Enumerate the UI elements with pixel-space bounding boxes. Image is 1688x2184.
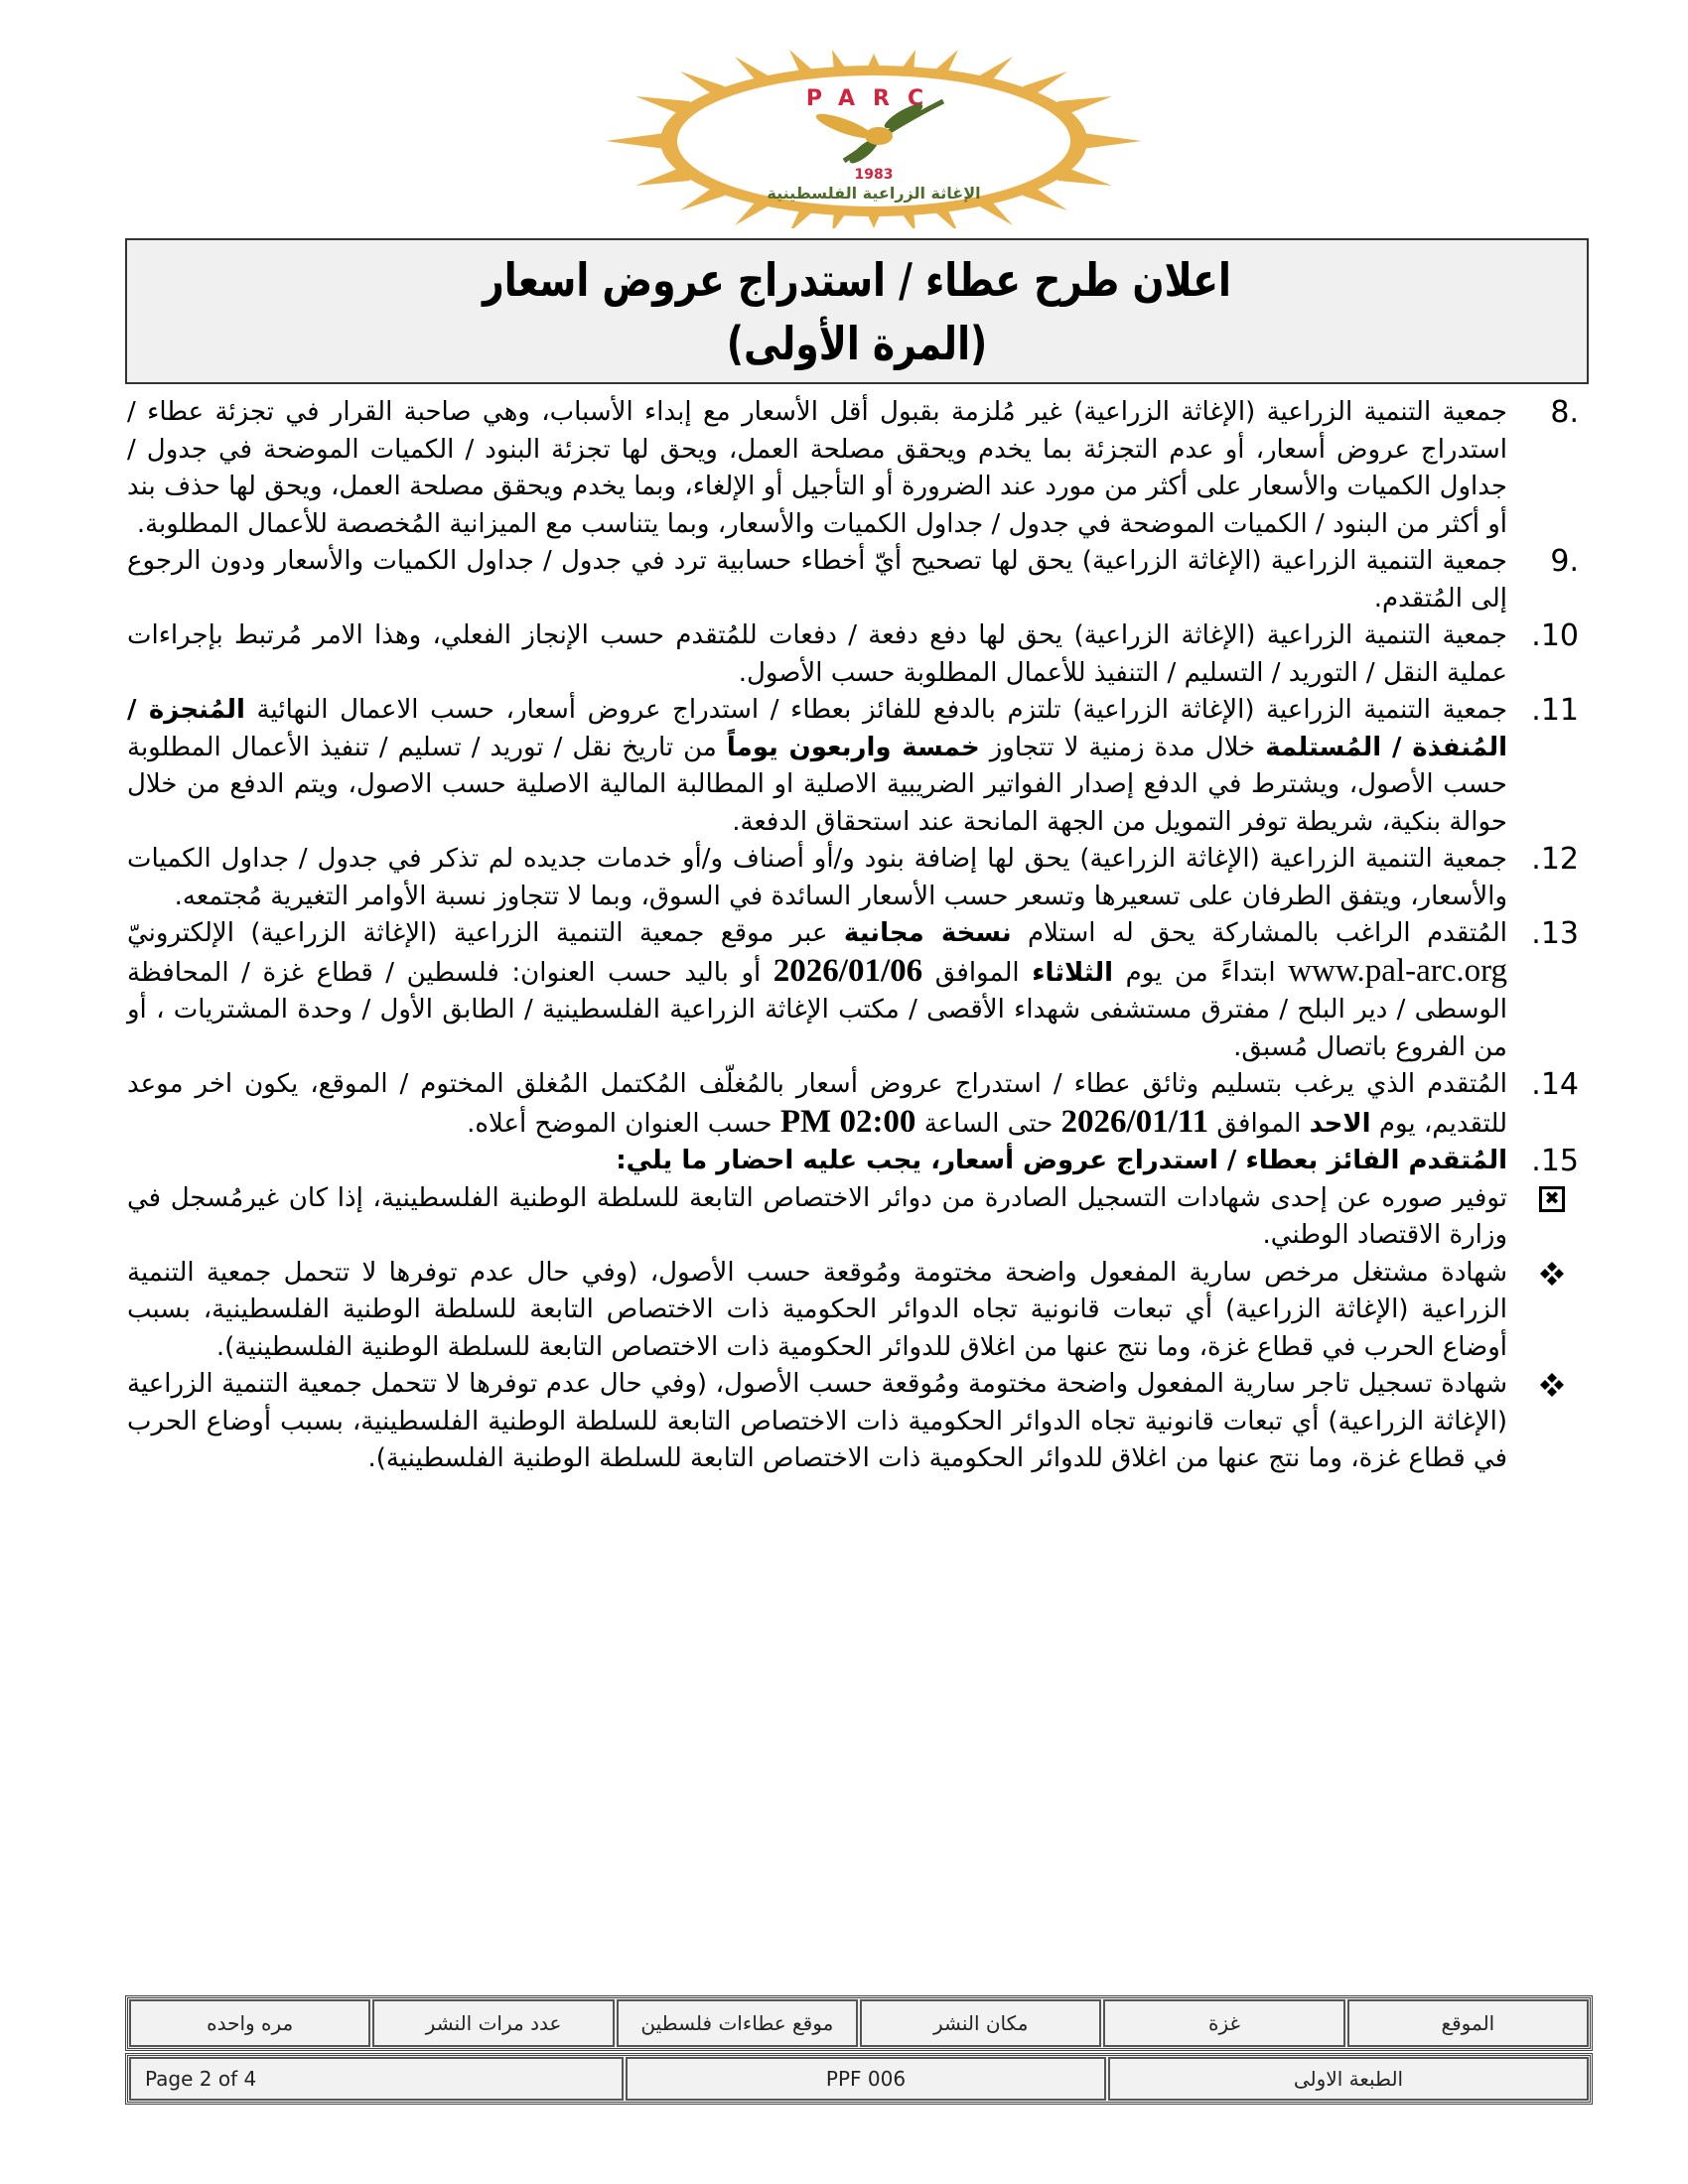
location-value: غزة [1103, 1999, 1344, 2047]
publish-place-value: موقع عطاءات فلسطين [617, 1999, 858, 2047]
item-text: المُتقدم الراغب بالمشاركة يحق له استلام [1028, 918, 1507, 948]
bullet-text: شهادة مشتغل مرخص سارية المفعول واضحة مختومة ومُوقعة حسب الأصول، (وفي حال عدم توفرها لا تتحمل جمعية التنمية الزراعية (الإغاثة الزراعية) أي تبعات قانونية تجاه الدوائر الحكومية ذات الاختصاص التابعة للسلطة الوطنية الفلسطينية، بسبب أوضاع الحرب في قطاع غزة، وما نتج عنها من اغلاق للدوائر الحكومية ذات الاختصاص التابعة للسلطة الوطنية الفلسطينية). [127, 1257, 1507, 1362]
item-text: حتى الساعة [923, 1108, 1054, 1139]
item-number: 9. [1550, 544, 1579, 579]
parc-logo [596, 50, 1152, 228]
item-text: جمعية التنمية الزراعية (الإغاثة الزراعية) يحق لها إضافة بنود و/أو أصناف و/أو خدمات جديده لم تذكر في جدول / جداول الكميات والأسعار، ويتفق الطرفان على تسعيرها وتسعر حسب الأسعار السائدة في السوق، وبما لا تتجاوز نسبة الأوامر التغيرية مُجتمعه. [127, 844, 1507, 911]
item-text: خلال مدة زمنية لا تتجاوز [989, 732, 1256, 762]
bullet-text: توفير صوره عن إحدى شهادات التسجيل الصادرة من دوائر الاختصاص التابعة للسلطة الوطنية الفلسطينية، إذا كان غيرمُسجل في وزارة الاقتصاد الوطني. [127, 1182, 1507, 1250]
checkbox-x-icon: ✖ [1539, 1186, 1565, 1212]
edition-label: الطبعة الاولى [1108, 2057, 1589, 2101]
requirement-bullet [127, 1255, 1579, 1367]
weekday-emphasis: الثلاثاء [1032, 957, 1114, 988]
item-text: حسب العنوان الموضح أعلاه. [467, 1108, 773, 1139]
item-text: عبر موقع جمعية التنمية الزراعية (الإغاثة الزراعية) الإلكترونيّ [127, 918, 828, 948]
document-info-table [125, 2053, 1593, 2105]
term-item-13 [127, 915, 1579, 1066]
publication-info-table [125, 1995, 1593, 2051]
term-item-10 [127, 617, 1579, 692]
term-item-11 [127, 692, 1579, 841]
svg-text:الإغاثة الزراعية الفلسطينية: الإغاثة الزراعية الفلسطينية [767, 184, 981, 203]
item-text: جمعية التنمية الزراعية (الإغاثة الزراعية) يحق لها دفع دفعة / دفعات للمُتقدم حسب الإنجاز الفعلي، وهذا الامر مُرتبط بإجراءات عملية النقل / التوريد / التسليم / التنفيذ للأعمال المطلوبة حسب الأصول. [127, 620, 1507, 688]
item-text: جمعية التنمية الزراعية (الإغاثة الزراعية) غير مُلزمة بقبول أقل الأسعار مع إبداء الأسباب، وهي صاحبة القرار في تجزئة عطاء / استدراج عروض أسعار، أو عدم التجزئة بما يخدم ويحقق مصلحة العمل، ويحق لها تجزئة البنود / الكميات الموضحة في جدول / جداول الكميات والأسعار على أكثر من مورد عند الضرورة أو التأجيل أو الإلغاء، وبما يخدم ويحقق مصلحة العمل، ويحق لها حذف بند أو أكثر من البنود / الكميات الموضحة في جدول / جداول الكميات والأسعار، وبما يتناسب مع الميزانية المُخصصة للأعمال المطلوبة. [127, 397, 1507, 539]
publish-count-label: عدد مرات النشر [372, 1999, 614, 2047]
term-item-9 [127, 543, 1579, 617]
item-number: .15 [1531, 1144, 1579, 1178]
form-code: PPF 006 [626, 2057, 1106, 2101]
item-number: .11 [1531, 693, 1579, 728]
item-text: الموافق [1216, 1108, 1302, 1139]
weekday-emphasis: الاحد [1309, 1108, 1371, 1139]
website-link[interactable]: www.pal-arc.org [1288, 952, 1508, 989]
completed-works-emphasis: المُنجزة / المُنفذة / المُستلمة [127, 695, 1508, 762]
item-number: .12 [1531, 842, 1579, 877]
term-item-15 [127, 1143, 1579, 1180]
item-text: جمعية التنمية الزراعية (الإغاثة الزراعية) يحق لها تصحيح أيّ أخطاء حسابية ترد في جدول / جداول الكميات والأسعار ودون الرجوع إلى المُتقدم. [127, 546, 1507, 614]
term-item-14 [127, 1066, 1579, 1143]
requirement-bullet [127, 1366, 1579, 1478]
announcement-title-box [125, 238, 1589, 384]
publish-place-label: مكان النشر [860, 1999, 1101, 2047]
deadline-date: 2026/01/11 [1060, 1103, 1209, 1140]
publish-count-value: مره واحده [129, 1999, 370, 2047]
term-item-8 [127, 394, 1579, 543]
item-number: .13 [1531, 916, 1579, 951]
location-label: الموقع [1347, 1999, 1589, 2047]
page-number: Page 2 of 4 [129, 2057, 624, 2101]
item-number: .10 [1531, 618, 1579, 653]
bullet-text: شهادة تسجيل تاجر سارية المفعول واضحة مختومة ومُوقعة حسب الأصول، (وفي حال عدم توفرها لا تتحمل جمعية التنمية الزراعية (الإغاثة الزراعية) أي تبعات قانونية تجاه الدوائر الحكومية ذات الاختصاص التابعة للسلطة الوطنية الفلسطينية، بسبب أوضاع الحرب في قطاع غزة، وما نتج عنها من اغلاق للدوائر الحكومية ذات الاختصاص التابعة للسلطة الوطنية الفلسطينية). [127, 1369, 1507, 1473]
diamond-bullet-icon [1539, 1372, 1565, 1398]
diamond-bullet-icon [1539, 1261, 1565, 1287]
deadline-time: 02:00 PM [779, 1103, 916, 1140]
free-copy-emphasis: نسخة مجانية [843, 918, 1012, 948]
page-subtitle: (المرة الأولى) [726, 317, 988, 370]
item-number: .14 [1531, 1067, 1579, 1102]
item-number: 8. [1550, 395, 1579, 430]
item-text: أو باليد حسب العنوان: فلسطين / قطاع غزة / المحافظة الوسطى / دير البلح / مفترق مستشفى شهداء الأقصى / مكتب الإغاثة الزراعية الفلسطينية / الطابق الأول / وحدة المشتريات ، أو من الفروع باتصال مُسبق. [127, 957, 1507, 1062]
item-text: ابتداءً من يوم [1125, 957, 1276, 988]
item-text: جمعية التنمية الزراعية (الإغاثة الزراعية) تلتزم بالدفع للفائز بعطاء / استدراج عروض أسعار، حسب الاعمال النهائية [256, 695, 1508, 725]
page-title: اعلان طرح عطاء / استدراج عروض اسعار [483, 253, 1231, 307]
item-text: الموافق [934, 957, 1020, 988]
term-item-12 [127, 841, 1579, 915]
terms-list [127, 394, 1579, 1478]
payment-period-emphasis: خمسة واربعون يوماً [726, 732, 980, 762]
item-text: المُتقدم الذي يرغب بتسليم وثائق عطاء / استدراج عروض أسعار بالمُغلّف المُكتمل المُغلق المختوم / الموقع، يكون اخر موعد للتقديم، يوم [127, 1069, 1507, 1139]
svg-text:PARC: PARC [805, 86, 942, 111]
item-heading: المُتقدم الفائز بعطاء / استدراج عروض أسعار، يجب عليه احضار ما يلي: [616, 1146, 1507, 1175]
svg-text:1983: 1983 [854, 167, 894, 183]
item-text: من تاريخ نقل / توريد / تسليم / تنفيذ الأعمال المطلوبة حسب الأصول، ويشترط في الدفع إصدار الفواتير الضريبية الاصلية او المطالبة المالية الاصلية حسب الاصول، ويتم الدفع من خلال حوالة بنكية، شريطة توفر التمويل من الجهة المانحة عند استحقاق الدفعة. [127, 732, 1507, 837]
parc-sun-logo-icon [596, 50, 1152, 228]
start-date: 2026/01/06 [773, 952, 923, 989]
requirement-bullet [127, 1180, 1579, 1255]
